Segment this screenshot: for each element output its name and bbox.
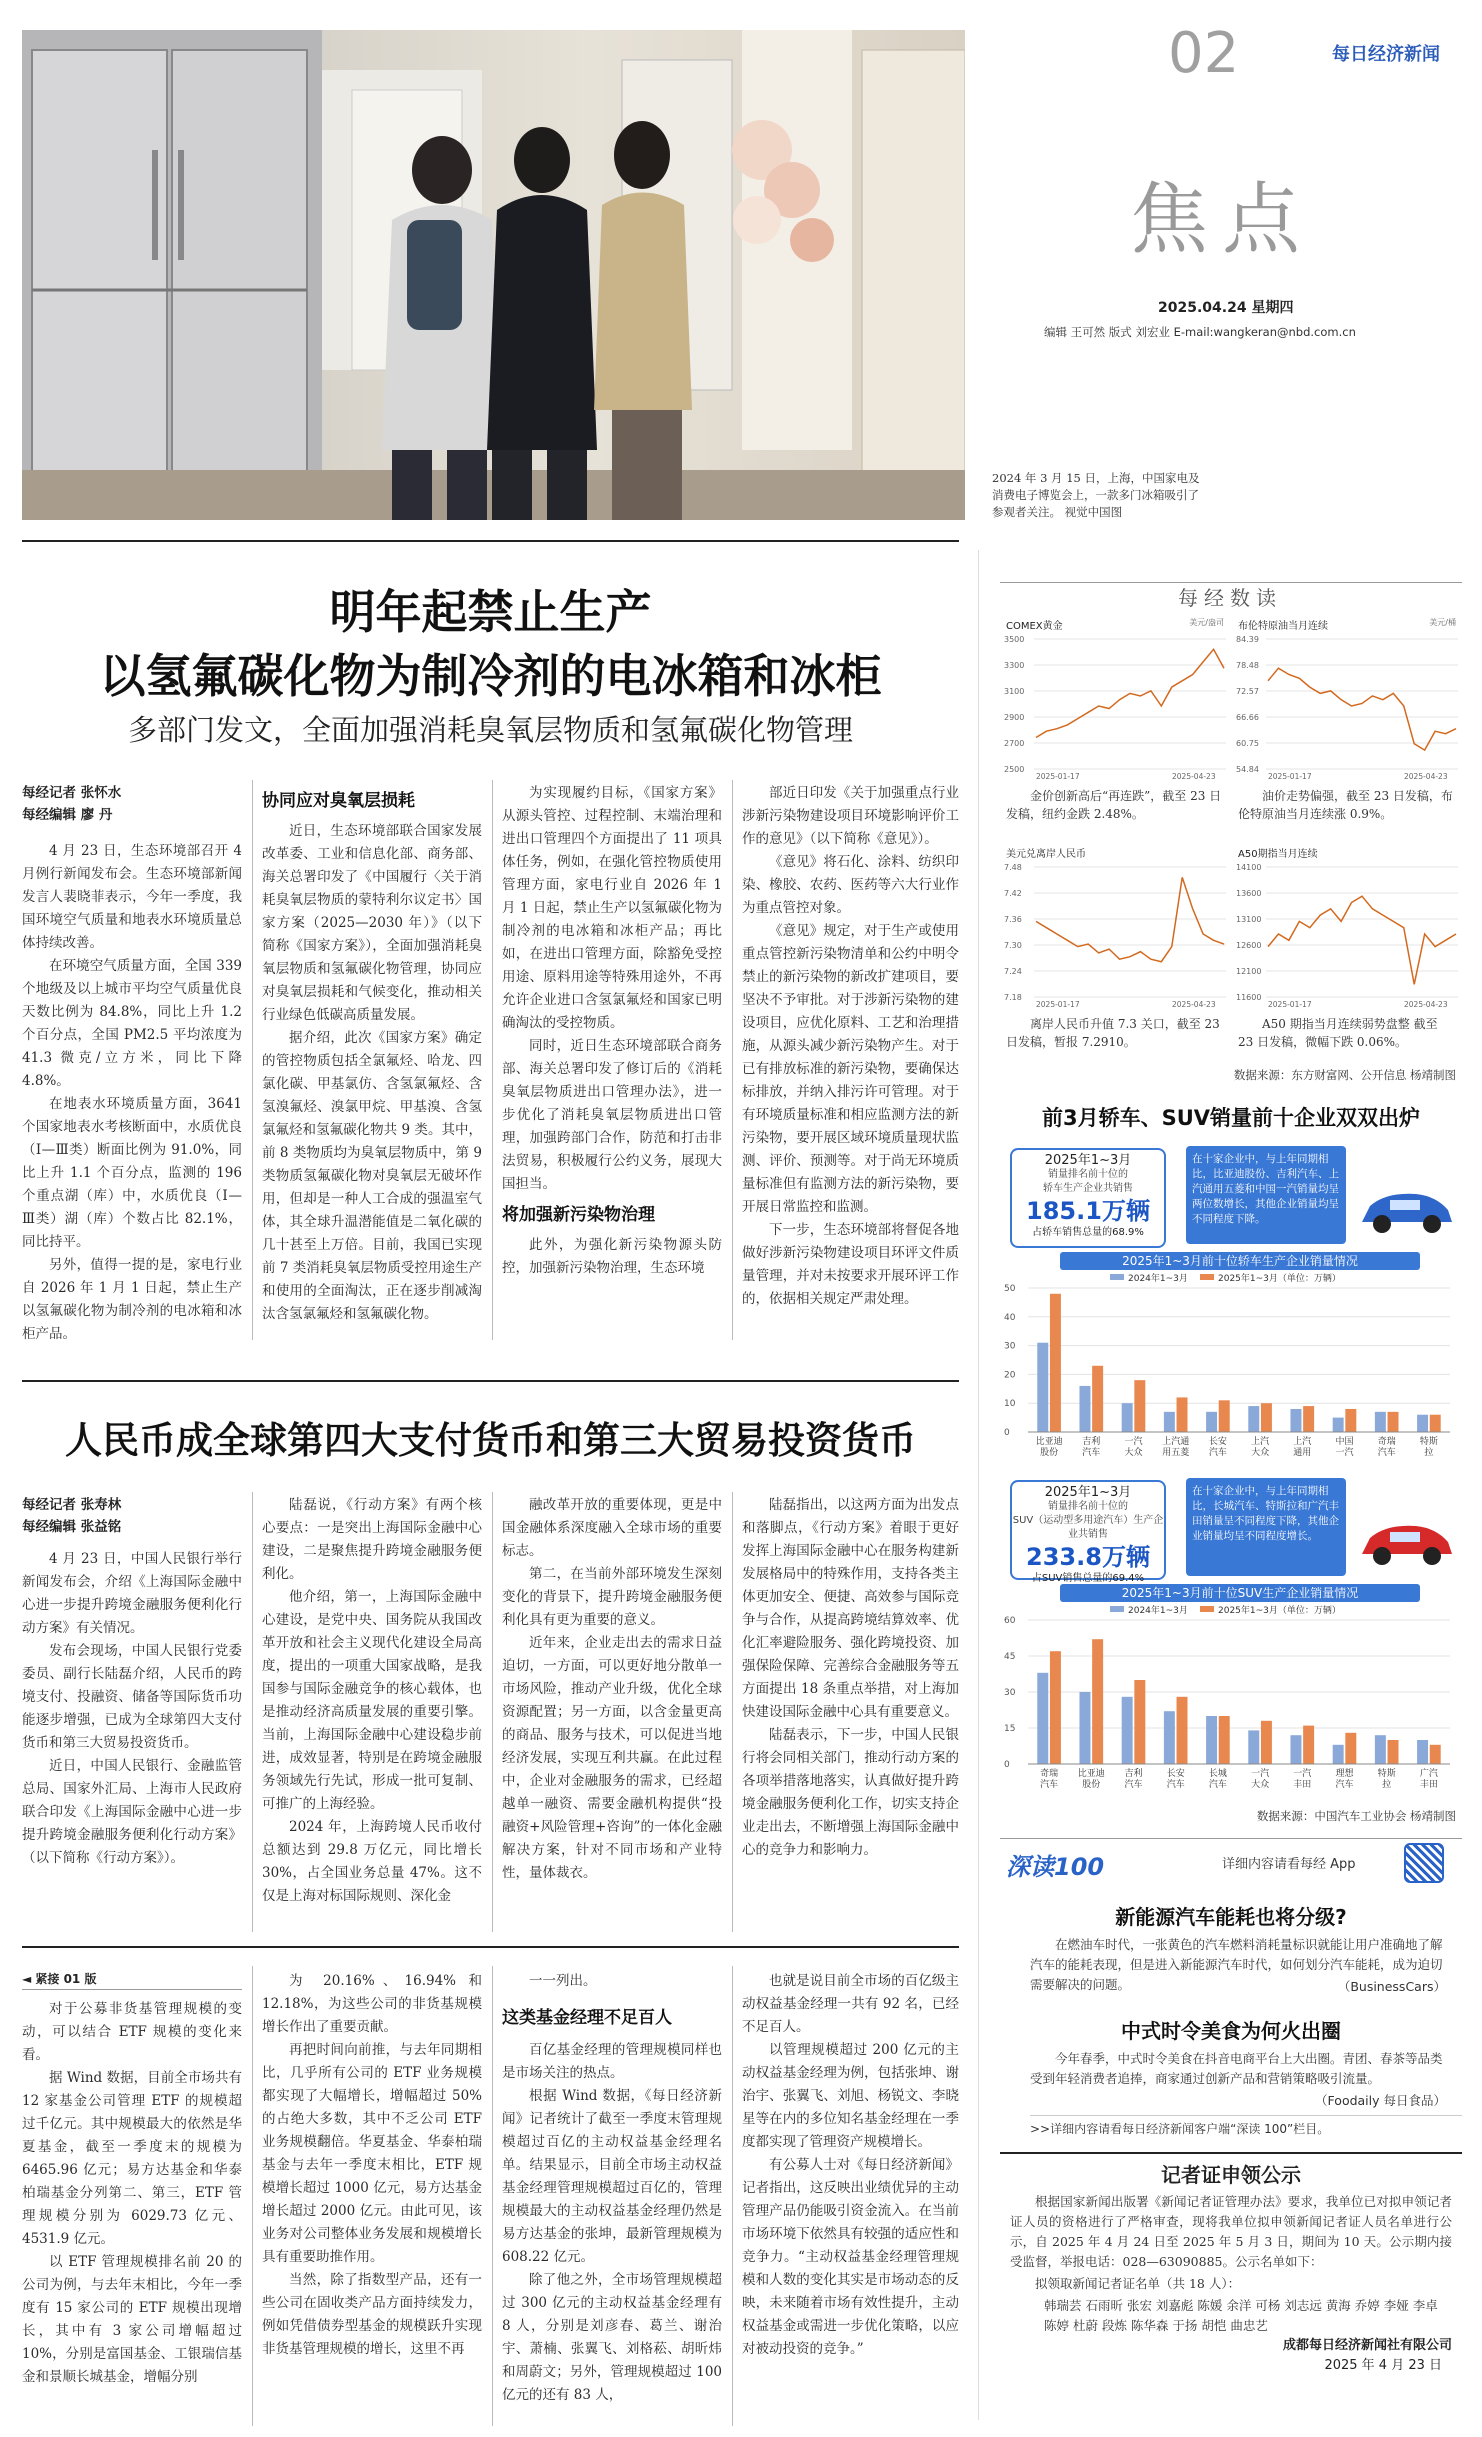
bar-2025 [1430, 1745, 1441, 1764]
x-tick: 汽车 [1082, 1448, 1101, 1458]
x-tick: 比亚迪 [1077, 1769, 1105, 1779]
x-tick: 股份 [1082, 1780, 1101, 1790]
page-number: 02 [1168, 21, 1240, 86]
x-tick: 汽车 [1208, 1448, 1227, 1458]
paragraph: 他介绍，第一，上海国际金融中心建设，是党中央、国务院从我国改革开放和社会主义现代化建设全局高度，提出的一项重大国家战略，是我国参与国际金融竞争的核心载体，也是推动经济高质量发展的重要引擎。当前，上海国际金融中心建设稳步前进，成效显著，特别是在跨境金融服务领域先行先试，形成一批可复制、可推广的上海经验。 [262, 1589, 482, 1812]
x-tick: 2025-04-23 [1404, 1000, 1448, 1009]
y-tick: 14100 [1236, 863, 1262, 872]
note-box: 在十家企业中，与上年同期相比，长城汽车、特斯拉和广汽丰田销量呈不同程度下降，其他企业销量均呈不同程度增长。 [1186, 1478, 1346, 1576]
y-tick: 7.24 [1004, 967, 1022, 976]
bar-chart-title: 2025年1~3月前十位轿车生产企业销量情况 [1060, 1252, 1420, 1270]
a3-col3b-text [502, 2039, 722, 2407]
y-tick: 66.66 [1236, 713, 1259, 722]
x-tick: 2025-04-23 [1404, 772, 1448, 781]
bar-2024 [1290, 1409, 1301, 1432]
bar-2025 [1345, 1409, 1356, 1432]
paragraph: 在地表水环境质量方面，3641 个国家地表水考核断面中，水质优良（Ⅰ—Ⅲ类）断面比例为 91.0%，同比上升 1.1 个百分点，监测的 196 个重点湖（库）中，水质优良（Ⅰ—Ⅲ类）湖（库）个数占比 82.1%，同比持平。 [22, 1096, 242, 1250]
y-tick: 7.30 [1004, 941, 1022, 950]
x-tick: 长安 [1166, 1769, 1185, 1779]
total-card [1010, 1148, 1166, 1248]
bar-2025 [1092, 1366, 1103, 1432]
notice-list-head: 拟领取新闻记者证名单（共 18 人）： [1035, 2276, 1241, 2291]
paragraph: 部近日印发《关于加强重点行业涉新污染物建设项目环境影响评价工作的意见》（以下简称《意见》）。 [742, 785, 959, 847]
x-tick: 2025-01-17 [1268, 772, 1312, 781]
x-tick: 广汽 [1419, 1769, 1438, 1779]
y-tick: 3100 [1004, 687, 1025, 696]
total-label: 轿车生产企业共销售 [1043, 1183, 1133, 1194]
y-tick: 13100 [1236, 915, 1262, 924]
x-tick: 特斯 [1419, 1437, 1438, 1447]
x-tick: 理想 [1335, 1769, 1354, 1779]
bar-2025 [1219, 1400, 1230, 1432]
legend-swatch [1200, 1606, 1214, 1612]
bar-2025 [1345, 1733, 1356, 1764]
deep-read-hint: 详细内容请看每经 App [1222, 1857, 1356, 1872]
a2-title: 人民币成全球第四大支付货币和第三大贸易投资货币 [65, 1419, 916, 1462]
y-tick: 40 [1004, 1312, 1016, 1323]
bar-2025 [1388, 1412, 1399, 1432]
y-tick: 20 [1004, 1370, 1016, 1381]
reporter-byline: 每经记者 张怀水 [22, 785, 122, 801]
y-tick: 30 [1004, 1688, 1016, 1698]
data-box-title: 每经数读 [1170, 583, 1290, 613]
y-tick: 7.36 [1004, 915, 1022, 924]
issue-date: 2025.04.24 星期四 [1158, 300, 1294, 316]
bar-2025 [1134, 1380, 1145, 1432]
trend-line [1268, 668, 1456, 750]
mini-chart-name: 布伦特原油当月连续 [1238, 621, 1328, 632]
paragraph: 此外，为强化新污染物源头防控，加强新污染物治理，生态环境 [502, 1237, 722, 1276]
legend-label: 2024年1~3月 [1128, 1274, 1188, 1284]
mini-chart-caption: 油价走势偏强，截至 23 日发稿，布伦特原油当月连续涨 0.9%。 [1238, 789, 1453, 821]
a1-col3-text [502, 782, 722, 1196]
y-tick: 12600 [1236, 941, 1262, 950]
bar-2024 [1417, 1740, 1428, 1764]
x-tick: 比亚迪 [1035, 1437, 1063, 1447]
y-tick: 30 [1004, 1341, 1016, 1352]
deep-read-logo: 深读100 [1006, 1853, 1105, 1881]
paragraph: 也就是说目前全市场的百亿级主动权益基金经理一共有 92 名，已经不足百人。 [742, 1973, 959, 2035]
bar-2025 [1134, 1680, 1145, 1764]
deep-more[interactable]: >>详细内容请看每日经济新闻客户端“深读 100”栏目。 [1030, 2115, 1462, 2137]
x-tick: 吉利 [1124, 1769, 1143, 1779]
data-box [1000, 582, 1462, 1082]
deep-q1[interactable]: 新能源汽车能耗也将分级? [1115, 1905, 1347, 1929]
bar-2025 [1303, 1726, 1314, 1764]
bar-2024 [1417, 1415, 1428, 1432]
x-tick: 汽车 [1335, 1780, 1354, 1790]
x-tick: 大众 [1251, 1780, 1270, 1790]
x-tick: 长城 [1208, 1769, 1227, 1779]
a1-col4-text [742, 782, 959, 1311]
y-tick: 84.39 [1236, 635, 1259, 644]
mini-chart-c4 [1232, 845, 1460, 1067]
mini-chart-c3 [1000, 845, 1228, 1067]
y-tick: 7.18 [1004, 993, 1022, 1002]
y-tick: 7.48 [1004, 863, 1022, 872]
paragraph: 第二，在当前外部环境发生深刻变化的背景下，提升跨境金融服务便利化具有更为重要的意义。 [502, 1566, 722, 1628]
bar-2024 [1037, 1343, 1048, 1432]
x-tick: 汽车 [1040, 1780, 1059, 1790]
x-tick: 大众 [1251, 1448, 1270, 1458]
y-tick: 50 [1004, 1284, 1016, 1294]
bar-2024 [1164, 1412, 1175, 1432]
x-tick: 上汽 [1251, 1437, 1270, 1447]
note-box: 在十家企业中，与上年同期相比，比亚迪股份、吉利汽车、上汽通用五菱和中国一汽销量均呈两位数增长，其他企业销量均呈不同程度下降。 [1186, 1146, 1346, 1244]
paragraph: 近日，生态环境部联合国家发展改革委、工业和信息化部、商务部、海关总署印发了《中国履行〈关于消耗臭氧层物质的蒙特利尔议定书〉国家方案（2025—2030 年）》（以下简称《国家方案》），全面加强消耗臭氧层物质和氢氟碳化物管理，协同应对臭氧层损耗和气候变化，推动相关行业绿色低碳高质量发展。 [262, 823, 482, 1023]
paragraph: 《意见》规定，对于生产或使用重点管控新污染物清单和公约中明令禁止的新污染物的新改扩建项目，要坚决不予审批。对于涉新污染物的建设项目，应优化原料、工艺和治理措施，从源头减少新污染物产生。对于已有排放标准的新污染物，要确保达标排放，并纳入排污许可管理。对于有环境质量标准和相应监测方法的新污染物，要开展区域环境质量现状监测、评价、预测等。对于尚无环境质量标准但有监测方法的新污染物，要开展日常监控和监测。 [742, 923, 959, 1215]
a2-col1 [22, 1494, 242, 1870]
paragraph: 当然，除了指数型产品，还有一些公司在固收类产品方面持续发力，例如凭借债券型基金的规模跃升实现非货基管理规模的增长，这里不再 [262, 2272, 482, 2357]
mini-chart-plot [1232, 631, 1460, 781]
total-label: 销量排名前十位的 [1048, 1169, 1128, 1180]
data-box-source: 数据来源：东方财富网、公开信息 杨靖制图 [1233, 1068, 1456, 1082]
x-tick: 一汽 [1293, 1769, 1312, 1779]
x-tick: 2025-04-23 [1172, 1000, 1216, 1009]
paragraph: 一一列出。 [529, 1973, 597, 1989]
y-tick: 0 [1004, 1428, 1010, 1438]
y-tick: 3300 [1004, 661, 1025, 670]
paragraph: 有公募人士对《每日经济新闻》记者指出，这反映出业绩优异的主动管理产品仍能吸引资金流入。在当前市场环境下依然具有较强的适应性和竞争力。“主动权益基金经理管理规模和人数的变化其实是市场动态的反映，未来随着市场有效性提升，主动权益基金或需进一步优化策略，以应对被动投资的竞争。” [742, 2157, 959, 2357]
a2-col4 [742, 1494, 959, 1862]
a1-title2: 以氢氟碳化物为制冷剂的电冰箱和冰柜 [99, 649, 882, 703]
y-tick: 45 [1004, 1652, 1016, 1662]
x-tick: 股份 [1040, 1448, 1059, 1458]
bar-2025 [1092, 1639, 1103, 1764]
bar-2025 [1303, 1406, 1314, 1432]
mini-chart-unit: 美元/桶 [1429, 618, 1456, 627]
x-tick: 汽车 [1166, 1780, 1185, 1790]
a1-col1 [22, 782, 242, 1346]
bar-2024 [1206, 1716, 1217, 1764]
x-tick: 拉 [1382, 1780, 1392, 1790]
x-tick: 吉利 [1082, 1437, 1101, 1447]
notice-date: 2025 年 4 月 23 日 [1324, 2358, 1442, 2373]
bar-2024 [1333, 1745, 1344, 1764]
y-tick: 0 [1004, 1760, 1010, 1770]
bar-2025 [1177, 1397, 1188, 1432]
paragraph: 陆磊指出，以这两方面为出发点和落脚点，《行动方案》着眼于更好发挥上海国际金融中心在服务构建新发展格局中的特殊作用，支持各类主体更加安全、便捷、高效参与国际竞争与合作，从提高跨境结算效率、优化汇率避险服务、强化跨境投资、加强保险保障、完善综合金融服务等五方面提出 18 条重点举措，对上海加快建设国际金融中心具有重要意义。 [742, 1497, 959, 1720]
paragraph: 对于公募非货基管理规模的变动，可以结合 ETF 规模的变化来看。 [22, 2001, 242, 2063]
a2-col2 [262, 1494, 482, 1908]
x-tick: 汽车 [1208, 1780, 1227, 1790]
x-tick: 汽车 [1124, 1780, 1143, 1790]
paragraph: 除了他之外，全市场管理规模超过 300 亿元的主动权益基金经理有 8 人，分别是刘彦春、葛兰、谢治宇、萧楠、张翼飞、刘格菘、胡昕炜和周蔚文；另外，管理规模超过 100 亿元的还有 83 人， [502, 2272, 722, 2403]
mini-chart-c1 [1000, 617, 1228, 839]
total-label: SUV（运动型多用途汽车）生产企业共销售 [1012, 1515, 1164, 1540]
subhead-ozone: 协同应对臭氧层损耗 [262, 791, 415, 811]
legend-swatch [1200, 1274, 1214, 1280]
bar-2024 [1206, 1412, 1217, 1432]
legend-swatch [1110, 1606, 1124, 1612]
deep-read-box [1000, 1838, 1462, 2168]
x-tick: 上汽 [1293, 1437, 1312, 1447]
legend-label: 2025年1~3月（单位：万辆） [1218, 1606, 1341, 1616]
editor-byline: 每经编辑 廖 丹 [22, 807, 113, 823]
editors-line: 编辑 王可然 版式 刘宏业 E-mail:wangkeran@nbd.com.cn [1044, 325, 1356, 339]
a1-col3b-text [502, 1234, 722, 1280]
bar-chart [1000, 1272, 1462, 1468]
notice-title: 记者证申领公示 [1161, 2163, 1301, 2187]
x-tick: 2025-01-17 [1268, 1000, 1312, 1009]
paper-name: 每日经济新闻 [1332, 44, 1440, 65]
paragraph: 融改革开放的重要体现，更是中国金融体系深度融入全球市场的重要标志。 [502, 1497, 722, 1559]
divider [22, 540, 959, 542]
paragraph: 同时，近日生态环境部联合商务部、海关总署印发了修订后的《消耗臭氧层物质进出口管理办法》，进一步优化了消耗臭氧层物质进出口管理，加强跨部门合作，防范和打击非法贸易，积极履行公约义务，展现大国担当。 [502, 1038, 722, 1192]
paragraph: 4 月 23 日，生态环境部召开 4 月例行新闻发布会。生态环境部新闻发言人裴晓菲表示，今年一季度，我国环境空气质量和地表水环境质量总体持续改善。 [22, 843, 242, 951]
bar-2025 [1177, 1697, 1188, 1764]
paragraph: 2024 年，上海跨境人民币收付总额达到 29.8 万亿元，同比增长 30%，占全国业务总量 47%。这不仅是上海对标国际规则、深化金 [262, 1819, 482, 1904]
paragraph: 下一步，生态环境部将督促各地做好涉新污染物建设项目环评文件质量管理，并对未按要求开展环评工作的，依据相关规定严肃处理。 [742, 1222, 959, 1307]
bar-2025 [1430, 1415, 1441, 1432]
divider [22, 1380, 959, 1382]
editor-byline: 每经编辑 张益铭 [22, 1519, 122, 1535]
auto-sales-title: 前3月轿车、SUV销量前十企业双双出炉 [1041, 1106, 1421, 1130]
mini-chart-plot [1000, 631, 1228, 781]
a1-col2 [262, 782, 482, 1326]
bar-2025 [1050, 1294, 1061, 1432]
paragraph: 根据 Wind 数据，《每日经济新闻》记者统计了截至一季度末管理规模超过百亿的主动权益基金经理名单。结果显示，目前全市场主动权益基金经理管理规模超过百亿的，管理规模最大的主动权益基金经理仍然是易方达基金的张坤，最新管理规模为 608.22 亿元。 [502, 2088, 722, 2265]
x-tick: 长安 [1208, 1437, 1227, 1447]
x-tick: 2025-01-17 [1036, 772, 1080, 781]
total-value: 185.1万辆 [1026, 1197, 1150, 1225]
legend-label: 2024年1~3月 [1128, 1606, 1188, 1616]
paragraph: 另外，值得一提的是，家电行业自 2026 年 1 月 1 日起，禁止生产以氢氟碳化物为制冷剂的电冰箱和冰柜产品。 [22, 1257, 242, 1342]
notice-org: 成都每日经济新闻社有限公司 [1282, 2338, 1452, 2353]
paragraph: 近日，中国人民银行、金融监管总局、国家外汇局、上海市人民政府联合印发《上海国际金融中心进一步提升跨境金融服务便利化行动方案》（以下简称《行动方案》）。 [22, 1758, 242, 1866]
a3-col3-text [502, 1970, 722, 1993]
y-tick: 11600 [1236, 993, 1262, 1002]
y-tick: 60.75 [1236, 739, 1259, 748]
paragraph: 在环境空气质量方面，全国 339 个地级及以上城市平均空气质量优良天数比例为 84.8%，同比上升 1.2 个百分点，全国 PM2.5 平均浓度为 41.3 微克/立方米，同比下降 4.8%。 [22, 958, 242, 1089]
subhead-pollutants: 将加强新污染物治理 [502, 1205, 655, 1225]
bar-2024 [1079, 1386, 1090, 1432]
x-tick: 奇瑞 [1040, 1769, 1059, 1779]
y-tick: 3500 [1004, 635, 1025, 644]
paragraph: 以管理规模超过 200 亿元的主动权益基金经理为例，包括张坤、谢治宇、张翼飞、刘旭、杨锐文、李晓星等在内的多位知名基金经理在一季度都实现了管理资产规模增长。 [742, 2042, 959, 2150]
x-tick: 一汽 [1251, 1769, 1270, 1779]
bar-2024 [1333, 1418, 1344, 1432]
paragraph: 据 Wind 数据，目前全市场共有 12 家基金公司管理 ETF 的规模超过千亿元。其中规模最大的依然是华夏基金，截至一季度末的规模为 6465.96 亿元；易方达基金和华泰柏瑞基金分列第二、第三，ETF 管理规模分别为 6029.73 亿元、4531.9 亿元。 [22, 2070, 242, 2247]
sedan-panel [1000, 1142, 1462, 1472]
paragraph: 陆磊表示，下一步，中国人民银行将会同相关部门，推动行动方案的各项举措落地落实，认真做好提升跨境金融服务便利化工作，切实支持企业走出去，不断增强上海国际金融中心的竞争力和影响力。 [742, 1727, 959, 1858]
bar-2025 [1261, 1721, 1272, 1764]
notice-box [1000, 2152, 1462, 2424]
bar-2024 [1248, 1730, 1259, 1764]
x-tick: 拉 [1424, 1448, 1434, 1458]
y-tick: 15 [1004, 1724, 1016, 1734]
a3-col4 [742, 1970, 959, 2361]
y-tick: 60 [1004, 1616, 1016, 1626]
total-card [1010, 1480, 1166, 1584]
total-label: 2025年1~3月 [1044, 1153, 1132, 1168]
x-tick: 2025-01-17 [1036, 1000, 1080, 1009]
x-tick: 大众 [1124, 1448, 1143, 1458]
paragraph: 4 月 23 日，中国人民银行举行新闻发布会，介绍《上海国际金融中心进一步提升跨境金融服务便利化行动方案》有关情况。 [22, 1551, 242, 1636]
total-value: 233.8万辆 [1026, 1543, 1150, 1571]
paragraph: 以 ETF 管理规模排名前 20 的公司为例，与去年末相比，今年一季度有 15 家公司的 ETF 规模出现增长，其中有 3 家公司增幅超过 10%，分别是富国基金、工银瑞信基金和景顺长城基金，增幅分别 [22, 2254, 242, 2385]
bar-2024 [1164, 1711, 1175, 1764]
paragraph: 《意见》将石化、涂料、纺织印染、橡胶、农药、医药等六大行业作为重点管控对象。 [742, 854, 959, 916]
y-tick: 12100 [1236, 967, 1262, 976]
mini-chart-name: 美元兑离岸人民币 [1006, 849, 1086, 860]
y-tick: 13600 [1236, 889, 1262, 898]
x-tick: 用五菱 [1162, 1448, 1190, 1458]
mini-chart-plot [1232, 859, 1460, 1009]
suv-panel [1000, 1474, 1462, 1804]
paragraph: 再把时间向前推，与去年同期相比，几乎所有公司的 ETF 业务规模都实现了大幅增长，增幅超过 50% 的占绝大多数，其中不乏公司 ETF 业务规模翻倍。华夏基金、华泰柏瑞基金与去年一季度末相比，ETF 规模增长超过 1000 亿元，易方达基金增长超过 2000 亿元。由此可见，该业务对公司整体业务发展和规模增长具有重要助推作用。 [262, 2042, 482, 2265]
jump-label: ◄ 紧接 01 版 [22, 1970, 242, 1990]
y-tick: 2700 [1004, 739, 1025, 748]
paragraph: 百亿基金经理的管理规模同样也是市场关注的热点。 [502, 2042, 722, 2081]
divider [22, 1946, 959, 1948]
y-tick: 72.57 [1236, 687, 1259, 696]
section-title: 焦点 [1130, 175, 1315, 265]
a2-col3-text [502, 1494, 722, 1885]
x-tick: 上汽通 [1162, 1437, 1190, 1447]
a3-col4-text [742, 1970, 959, 2361]
paragraph: 陆磊说，《行动方案》有两个核心要点：一是突出上海国际金融中心建设，二是聚焦提升跨境金融服务便利化。 [262, 1497, 482, 1582]
paragraph: 为 20.16%、16.94% 和 12.18%，为这些公司的非货基规模增长作出了重要贡献。 [262, 1973, 482, 2035]
bar-2024 [1290, 1735, 1301, 1764]
y-tick: 2900 [1004, 713, 1025, 722]
mini-chart-plot [1000, 859, 1228, 1009]
a3-col2 [262, 1970, 482, 2361]
car-icon [1356, 1514, 1456, 1570]
x-tick: 特斯 [1377, 1769, 1396, 1779]
x-tick: 丰田 [1419, 1780, 1438, 1790]
deep-q2[interactable]: 中式时令美食为何火出圈 [1121, 2019, 1341, 2043]
notice-body: 根据国家新闻出版署《新闻记者证管理办法》要求，我单位已对拟申领记者证人员的资格进行了严格审查，现将我单位拟申领新闻记者证人员名单进行公示，自 2025 年 4 月 24 日至 2025 年 5 月 3 日，期间为 10 天。公示期内接受监督，举报电话：028—63090885。公示名单如下： [1010, 2194, 1452, 2269]
a3-col1 [22, 1970, 242, 2389]
bar-2025 [1388, 1740, 1399, 1764]
news-photo [22, 30, 965, 520]
a1-title1: 明年起禁止生产 [329, 585, 652, 639]
bar-2025 [1261, 1403, 1272, 1432]
a3-col2-text [262, 1970, 482, 2361]
deep-s1: （BusinessCars） [1337, 1979, 1446, 1994]
bar-chart-title: 2025年1~3月前十位SUV生产企业销量情况 [1060, 1584, 1420, 1602]
y-tick: 10 [1004, 1399, 1016, 1410]
legend-swatch [1110, 1274, 1124, 1280]
mini-chart-caption: A50 期指当月连续弱势盘整 截至 23 日发稿，微幅下跌 0.06%。 [1238, 1017, 1438, 1049]
share-value: 占轿车销售总量的68.9% [1032, 1227, 1144, 1238]
auto-sales-source: 数据来源：中国汽车工业协会 杨靖制图 [1256, 1809, 1456, 1823]
bar-2024 [1375, 1412, 1386, 1432]
x-tick: 丰田 [1293, 1780, 1312, 1790]
x-tick: 奇瑞 [1377, 1437, 1396, 1447]
x-tick: 汽车 [1377, 1448, 1396, 1458]
total-label: 销量排名前十位的 [1048, 1501, 1128, 1512]
a2-col2-text [262, 1494, 482, 1908]
auto-sales-box [1000, 1100, 1462, 1830]
mini-chart-name: COMEX黄金 [1006, 621, 1063, 632]
paragraph: 据介绍，此次《国家方案》确定的管控物质包括全氯氟烃、哈龙、四氯化碳、甲基氯仿、含氢氯氟烃、含氢溴氟烃、溴氯甲烷、甲基溴、含氢氯氟烃和氢氟碳化物共 9 类。其中，前 8 类物质均为臭氧层物质中，第 9 类物质氢氟碳化物对臭氧层无破坏作用，但却是一种人工合成的强温室气体，其全球升温潜能值是二氧化碳的几十甚至上万倍。目前，我国已实现前 7 类消耗臭氧层物质受控用途生产和使用的全面淘汰，正在逐步削减淘汰含氢氯氟烃和氢氟碳化物。 [262, 1030, 482, 1322]
a3-col3 [502, 1970, 722, 2407]
notice-names: 韩瑞芸 石雨昕 张宏 刘嘉彪 陈媛 余洋 可杨 刘志远 黄海 乔婷 李娅 李卓 陈婷 杜蔚 段炼 陈华森 于扬 胡恺 曲忠艺 [1044, 2298, 1438, 2333]
mini-chart-caption: 离岸人民币升值 7.3 关口，截至 23 日发稿，暂报 7.2910。 [1006, 1017, 1220, 1049]
qr-code-icon[interactable] [1404, 1843, 1444, 1883]
fridge-expo-photo [22, 30, 965, 520]
bar-2024 [1122, 1697, 1133, 1764]
trend-line [1036, 649, 1224, 737]
mini-chart-unit: 美元/盎司 [1189, 618, 1224, 627]
trend-line [1036, 877, 1224, 961]
bar-2024 [1079, 1692, 1090, 1764]
a2-col4-text [742, 1494, 959, 1862]
paragraph: 发布会现场，中国人民银行党委委员、副行长陆磊介绍，人民币的跨境支付、投融资、储备等国际货币功能逐步增强，已成为全球第四大支付货币和第三大贸易投资货币。 [22, 1643, 242, 1751]
y-tick: 78.48 [1236, 661, 1259, 670]
bar-2024 [1122, 1403, 1133, 1432]
y-tick: 54.84 [1236, 765, 1259, 774]
share-value: 占SUV销售总量的69.4% [1031, 1573, 1145, 1584]
a1-subtitle: 多部门发文，全面加强消耗臭氧层物质和氢氟碳化物管理 [127, 713, 853, 747]
a1-col4 [742, 782, 959, 1311]
deep-t2: 今年春季，中式时令美食在抖音电商平台上大出圈。青团、春茶等品类受到年轻消费者追捧，商家通过创新产品和营销策略吸引流量。 [1030, 2051, 1443, 2086]
mini-chart-c2 [1232, 617, 1460, 839]
car-icon [1356, 1182, 1456, 1238]
deep-s2: （Foodaily 每日食品） [1315, 2093, 1446, 2108]
legend-label: 2025年1~3月（单位：万辆） [1218, 1274, 1341, 1284]
x-tick: 通用 [1293, 1448, 1312, 1458]
x-tick: 一汽 [1335, 1448, 1354, 1458]
bar-2025 [1219, 1716, 1230, 1764]
bar-2024 [1375, 1735, 1386, 1764]
mini-chart-name: A50期指当月连续 [1238, 849, 1318, 860]
a1-col3 [502, 782, 722, 1280]
x-tick: 一汽 [1124, 1437, 1143, 1447]
a3-col1-text [22, 1998, 242, 2389]
a1-col2-text [262, 820, 482, 1326]
subhead-fund-managers: 这类基金经理不足百人 [502, 2008, 672, 2028]
reporter-byline: 每经记者 张寿林 [22, 1497, 122, 1513]
photo-caption: 2024 年 3 月 15 日，上海，中国家电及消费电子博览会上，一款多门冰箱吸引了参观者关注。 视觉中国图 [992, 471, 1200, 519]
x-tick: 2025-04-23 [1172, 772, 1216, 781]
mini-chart-caption: 金价创新高后“再连跌”，截至 23 日发稿，纽约金跌 2.48%。 [1006, 789, 1222, 821]
bar-2024 [1037, 1673, 1048, 1764]
x-tick: 中国 [1335, 1437, 1354, 1447]
a1-col1-text [22, 840, 242, 1346]
a2-col1-text [22, 1548, 242, 1870]
a2-col3 [502, 1494, 722, 1885]
paragraph: 近年来，企业走出去的需求日益迫切，一方面，可以更好地分散单一市场风险，推动产业升级，优化全球资源配置；另一方面，以含金量更高的商品、服务与技术，可以促进当地经济发展，实现互利共赢。在此过程中，企业对金融服务的需求，已经超越单一融资、需要金融机构提供“投融资+风险管理+咨询”的一体化金融解决方案，针对不同市场和产业特性，量体裁衣。 [502, 1635, 722, 1881]
paragraph: 为实现履约目标，《国家方案》从源头管控、过程控制、末端治理和进出口管理四个方面提出了 11 项具体任务，例如，在强化管控物质使用管理方面，家电行业自 2026 年 1 月 1 日起，禁止生产以氢氟碳化物为制冷剂的电冰箱和冰柜产品；再比如，在进出口管理方面，除豁免受控用途、原料用途等特殊用途外，不再允许企业进口含氢氯氟烃和国家已明确淘汰的受控物质。 [502, 785, 722, 1031]
y-tick: 7.42 [1004, 889, 1022, 898]
total-label: 2025年1~3月 [1044, 1485, 1132, 1500]
y-tick: 2500 [1004, 765, 1025, 774]
bar-2024 [1248, 1406, 1259, 1432]
bar-2025 [1050, 1651, 1061, 1764]
bar-chart [1000, 1604, 1462, 1800]
deep-t1: 在燃油车时代，一张黄色的汽车燃料消耗量标识就能让用户准确地了解汽车的能耗表现，但是进入新能源汽车时代，如何划分汽车能耗，成为迫切需要解决的问题。 [1030, 1937, 1443, 1992]
